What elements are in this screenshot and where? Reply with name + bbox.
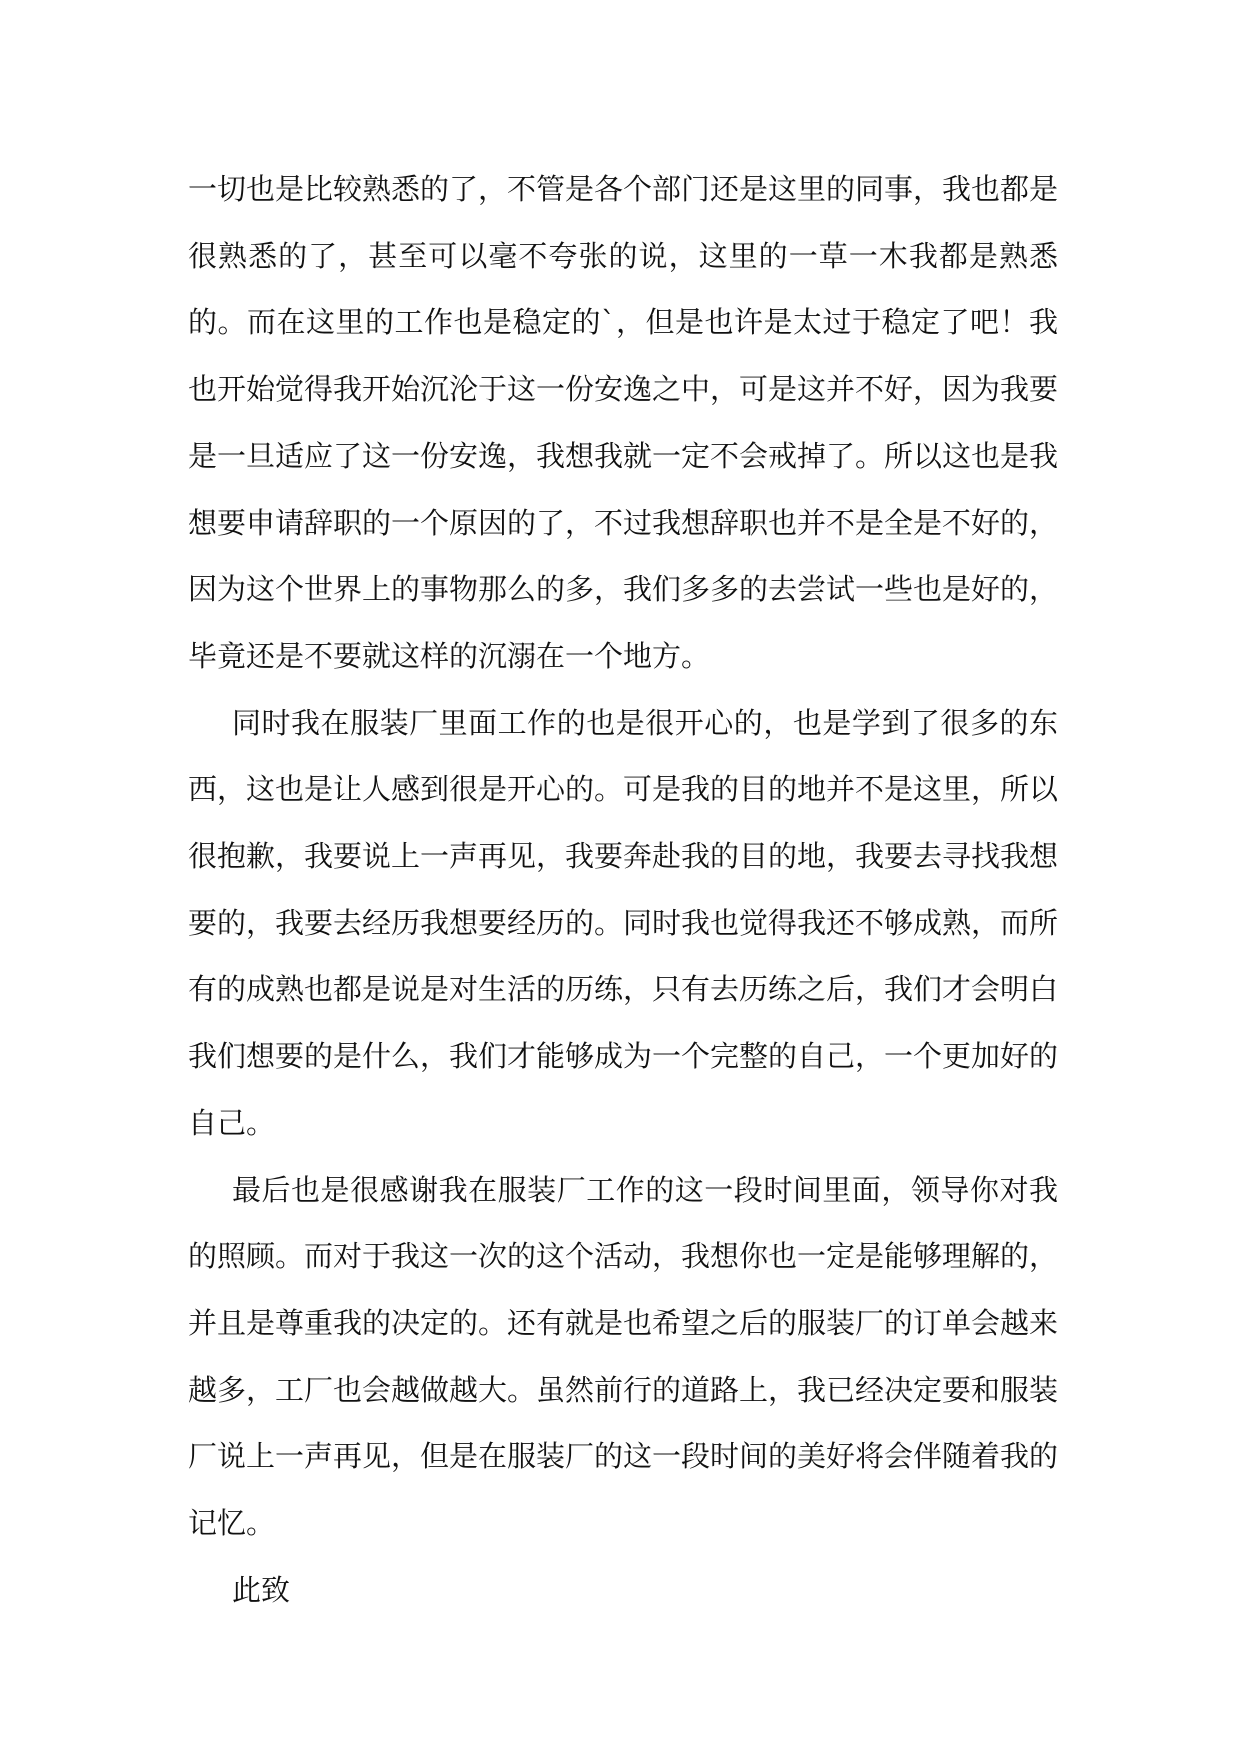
paragraph-3: 最后也是很感谢我在服装厂工作的这一段时间里面，领导你对我的照顾。而对于我这一次的这个活动，我想你也一定是能够理解的，并且是尊重我的决定的。还有就是也希望之后的服装厂的订单会越来越多，工厂也会越做越大。虽然前行的道路上，我已经决定要和服装厂说上一声再见，但是在服装厂的这一段时间的美好将会伴随着我的记忆。	[188, 1172, 1059, 1541]
paragraph-2: 同时我在服装厂里面工作的也是很开心的，也是学到了很多的东西，这也是让人感到很是开心的。可是我的目的地并不是这里，所以很抱歉，我要说上一声再见，我要奔赴我的目的地，我要去寻找我想要的，我要去经历我想要经历的。同时我也觉得我还不够成熟，而所有的成熟也都是说是对生活的历练，只有去历练之后，我们才会明白我们想要的是什么，我们才能够成为一个完整的自己，一个更加好的自己。	[188, 705, 1059, 1140]
letter-body	[188, 156, 1058, 1623]
paragraph-1: 一切也是比较熟悉的了，不管是各个部门还是这里的同事，我也都是很熟悉的了，甚至可以毫不夸张的说，这里的一草一木我都是熟悉的。而在这里的工作也是稳定的`，但是也许是太过于稳定了吧！我也开始觉得我开始沉沦于这一份安逸之中，可是这并不好，因为我要是一旦适应了这一份安逸，我想我就一定不会戒掉了。所以这也是我想要申请辞职的一个原因的了，不过我想辞职也并不是全是不好的，因为这个世界上的事物那么的多，我们多多的去尝试一些也是好的，毕竟还是不要就这样的沉溺在一个地方。	[188, 172, 1059, 673]
closing-salutation: 此致	[232, 1572, 291, 1607]
